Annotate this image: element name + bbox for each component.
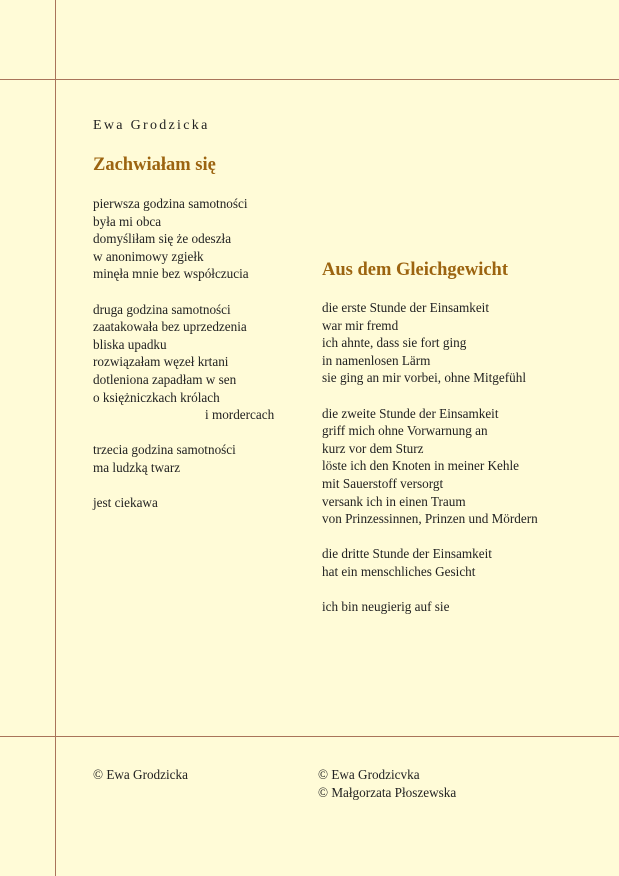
poem-line: minęła mnie bez współczucia <box>93 266 249 282</box>
poem-line: druga godzina samotności <box>93 301 231 317</box>
poem-line: mit Sauerstoff versorgt <box>322 475 444 491</box>
poem-title-polish: Zachwiałam się <box>93 155 216 175</box>
left-vertical-rule <box>55 0 56 876</box>
poem-body-german <box>322 299 538 633</box>
poem-line: griff mich ohne Vorwarnung an <box>322 423 488 439</box>
poem-title-german: Aus dem Gleichgewicht <box>322 260 509 280</box>
poem-line: rozwiązałam węzeł krtani <box>93 354 229 370</box>
poem-line: von Prinzessinnen, Prinzen und Mördern <box>322 511 538 527</box>
stanza <box>93 494 274 512</box>
stanza <box>93 301 274 424</box>
poem-line: trzecia godzina samotności <box>93 442 236 458</box>
poem-line: pierwsza godzina samotności <box>93 196 248 211</box>
poem-line: zaatakowała bez uprzedzenia <box>93 319 247 335</box>
top-horizontal-rule <box>0 79 619 80</box>
poem-line-indented: i mordercach <box>205 407 275 423</box>
poem-line: die zweite Stunde der Einsamkeit <box>322 405 499 421</box>
poem-line: kurz vor dem Sturz <box>322 440 424 456</box>
poem-line: die erste Stunde der Einsamkeit <box>322 300 489 315</box>
poem-line: löste ich den Knoten in meiner Kehle <box>322 458 520 474</box>
poem-line: była mi obca <box>93 213 162 229</box>
poem-line: w anonimowy zgiełk <box>93 248 204 264</box>
poem-line: ich bin neugierig auf sie <box>322 599 450 615</box>
copyright-line: © Małgorzata Płoszewska <box>318 784 457 800</box>
copyright-line: © Ewa Grodzicka <box>93 767 188 782</box>
bottom-horizontal-rule <box>0 736 619 737</box>
poem-body-polish <box>93 195 274 529</box>
stanza <box>322 598 538 616</box>
poem-line: o księżniczkach królach <box>93 389 220 405</box>
copyright-line: © Ewa Grodzicvka <box>318 767 420 782</box>
copyright-german <box>318 766 456 801</box>
stanza <box>322 405 538 528</box>
stanza <box>322 299 538 387</box>
poem-line: dotleniona zapadłam w sen <box>93 371 237 387</box>
poem-line: hat ein menschliches Gesicht <box>322 563 476 579</box>
stanza <box>322 545 538 580</box>
poem-line: bliska upadku <box>93 336 167 352</box>
copyright-polish <box>93 766 188 784</box>
poem-line: in namenlosen Lärm <box>322 352 431 368</box>
author-name: Ewa Grodzicka <box>93 118 210 133</box>
poem-line: versank ich in einen Traum <box>322 493 466 509</box>
stanza <box>93 195 274 283</box>
stanza <box>93 441 274 476</box>
poem-line: die dritte Stunde der Einsamkeit <box>322 546 492 562</box>
poem-line: ich ahnte, dass sie fort ging <box>322 335 467 351</box>
poem-line: jest ciekawa <box>93 495 158 511</box>
poem-line: ma ludzką twarz <box>93 459 181 475</box>
poem-line: sie ging an mir vorbei, ohne Mitgefühl <box>322 370 527 386</box>
poem-line: war mir fremd <box>322 317 399 333</box>
poem-line: domyśliłam się że odeszła <box>93 231 232 247</box>
